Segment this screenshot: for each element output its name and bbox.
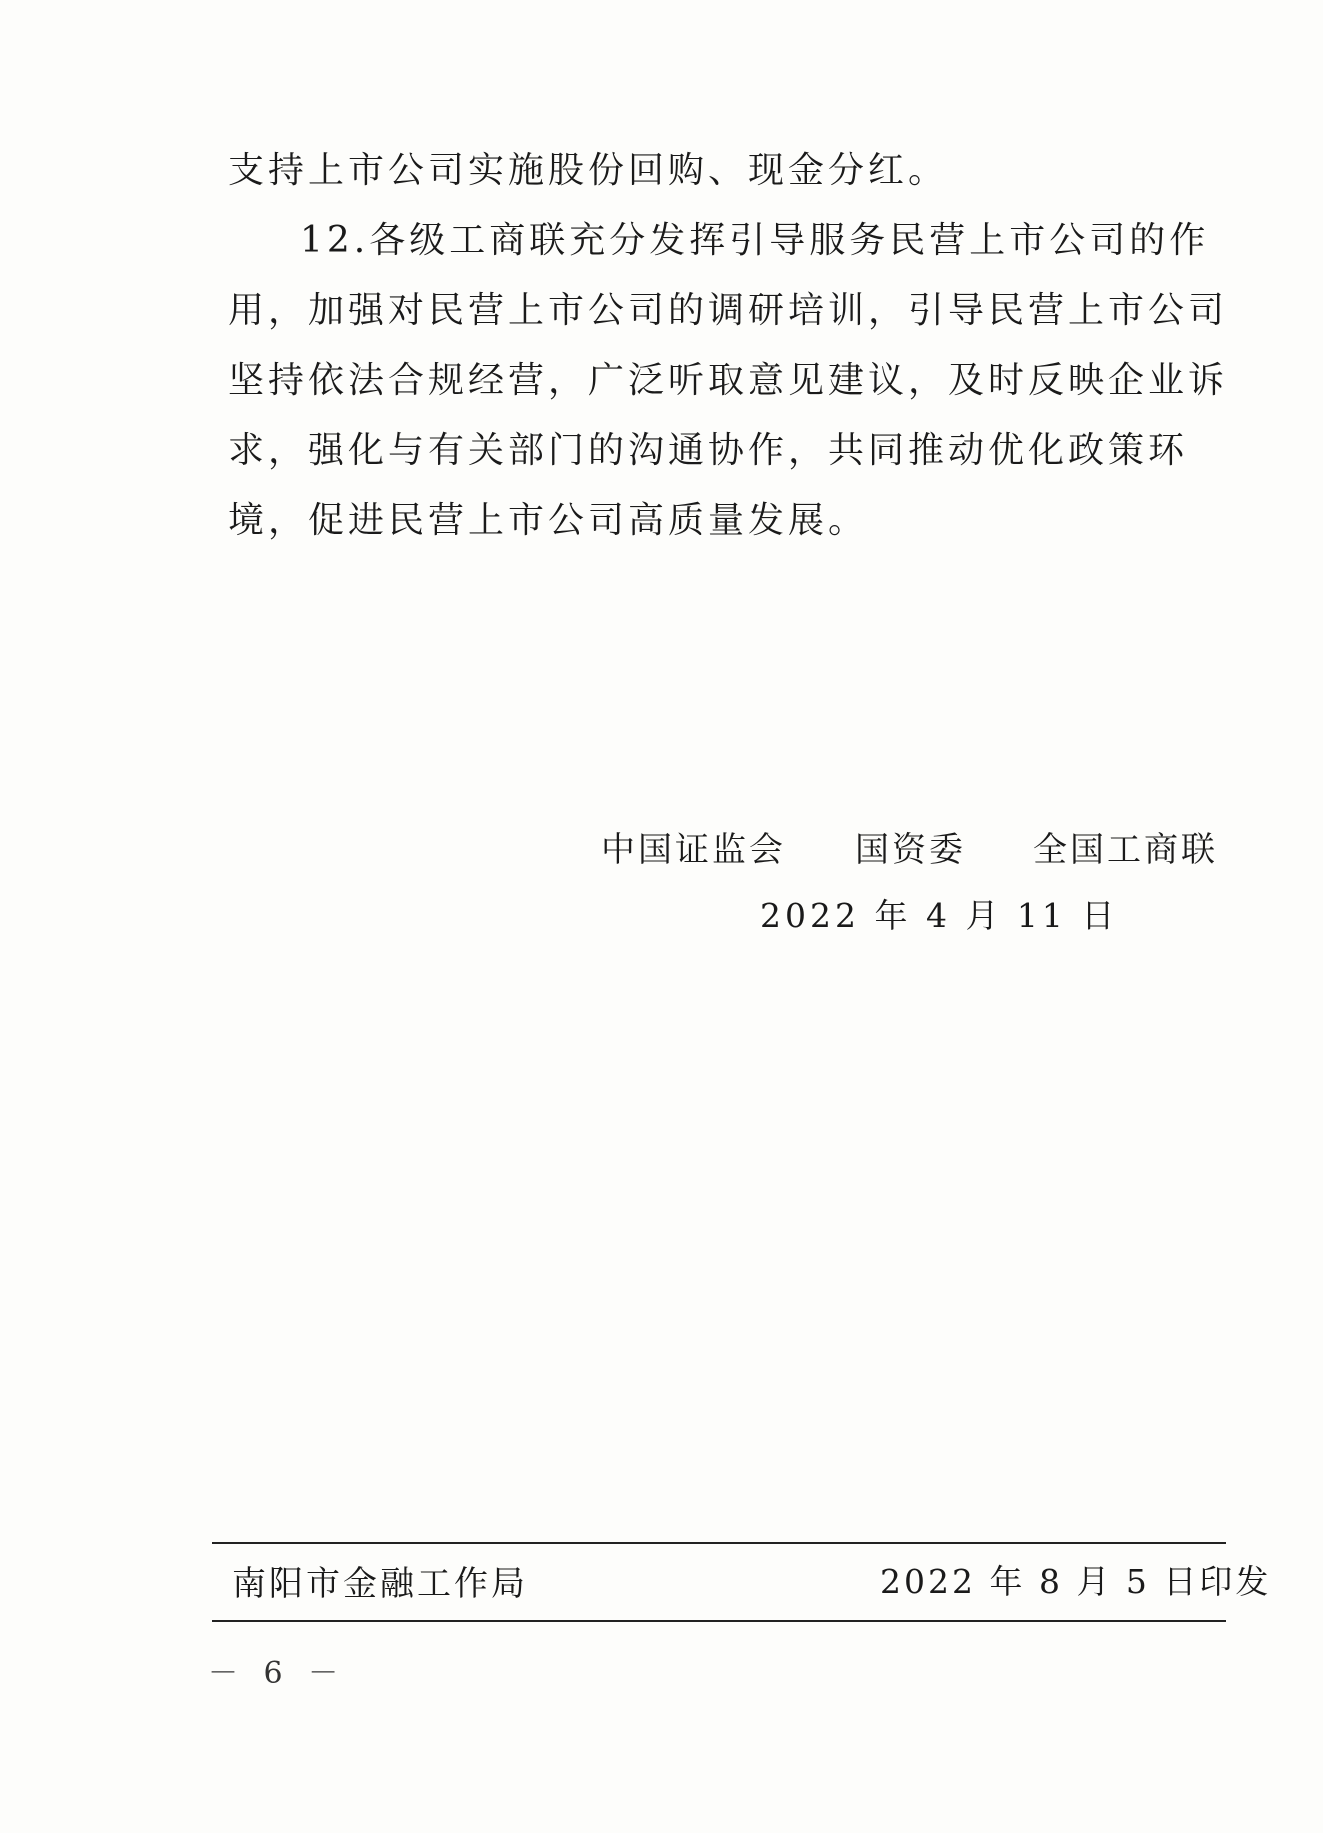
body-paragraph: 12.各级工商联充分发挥引导服务民营上市公司的作用，加强对民营上市公司的调研培训，引导民营上市公司坚持依法合规经营，广泛听取意见建议，及时反映企业诉求，强化与有关部门的沟通协作，共同推动优化政策环境，促进民营上市公司高质量发展。 [228, 220, 1229, 541]
document-body [228, 136, 1228, 556]
footer-print-date: 2022 年 8 月 5 日印发 [880, 1562, 1272, 1601]
body-paragraph: 支持上市公司实施股份回购、现金分红。 [228, 150, 949, 191]
footer-top-rule [212, 1542, 1226, 1544]
footer-issuer: 南阳市金融工作局 [232, 1564, 528, 1604]
signer-csrc: 中国证监会 [601, 830, 786, 870]
signer-sasac: 国资委 [855, 830, 966, 870]
footer-bottom-rule [212, 1620, 1226, 1622]
page-number: － 6 － [208, 1656, 347, 1691]
signer-acfic: 全国工商联 [1033, 830, 1218, 870]
signature-date: 2022 年 4 月 11 日 [760, 896, 1119, 935]
